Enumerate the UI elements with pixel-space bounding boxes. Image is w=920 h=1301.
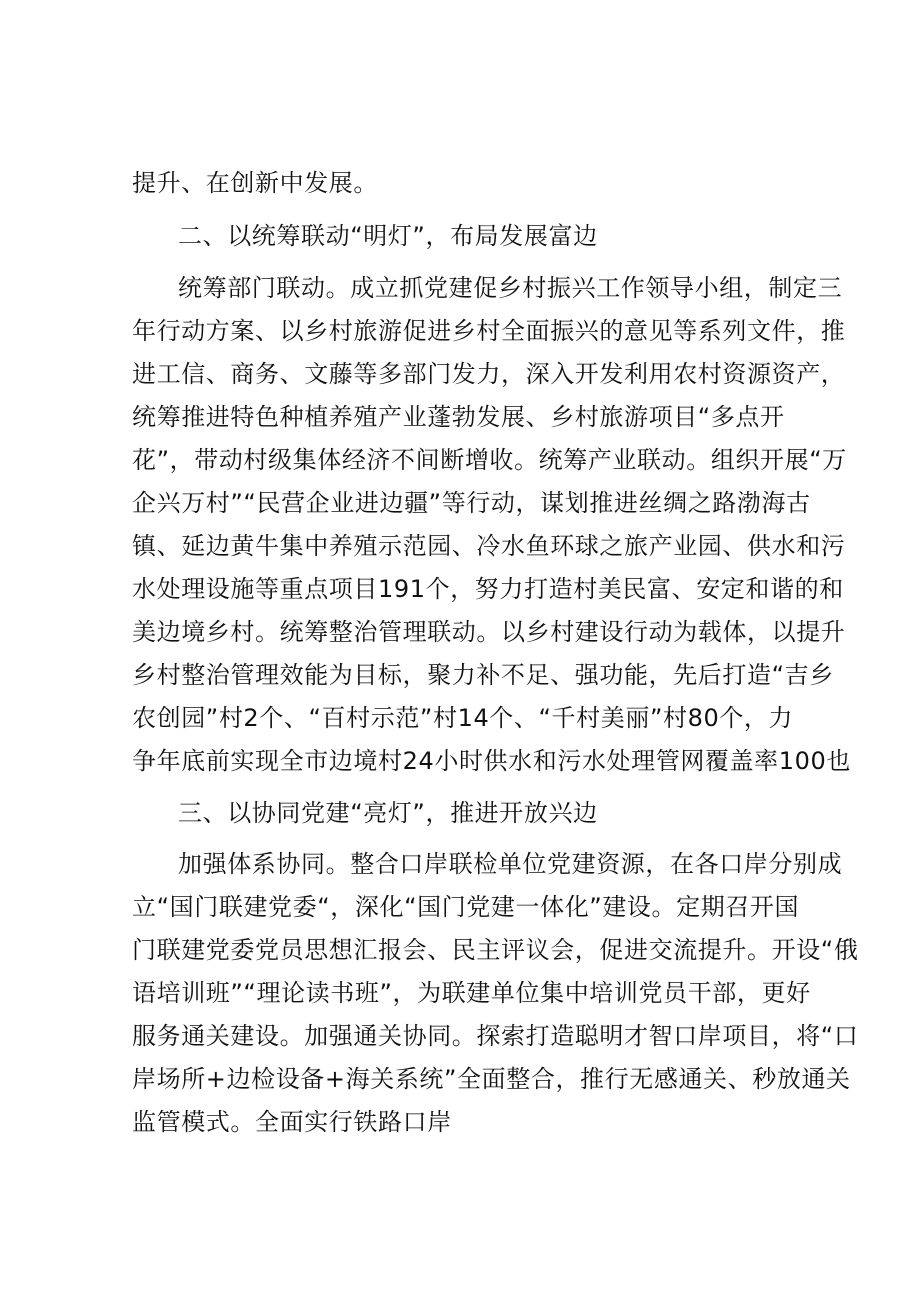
section-heading: 三、以协同党建“亮灯”，推进开放兴边 (178, 799, 598, 827)
paragraph-line: 统筹部门联动。成立抓党建促乡村振兴工作领导小组，制定三 (178, 274, 843, 302)
paragraph-line: 监管模式。全面实行铁路口岸 (132, 1108, 452, 1136)
paragraph-line: 语培训班”“理论读书班”，为联建单位集中培训党员干部，更好 (132, 979, 811, 1007)
paragraph-line: 乡村整治管理效能为目标，聚力补不足、强功能，先后打造“吉乡 (132, 661, 834, 689)
paragraph-line: 立“国门联建党委“，深化“国门党建一体化”建设。定期召开国 (132, 893, 800, 921)
paragraph-line: 美边境乡村。统筹整治管理联动。以乡村建设行动为载体，以提升 (132, 618, 846, 646)
paragraph-line: 提升、在创新中发展。 (132, 169, 378, 197)
section-heading: 二、以统筹联动“明灯”，布局发展富边 (178, 222, 598, 250)
paragraph-line: 镇、延边黄牛集中养殖示范园、冷水鱼环球之旅产业园、供水和污 (132, 532, 846, 560)
paragraph-line: 岸场所+边检设备+海关系统”全面整合，推行无感通关、秒放通关 (132, 1065, 851, 1093)
paragraph-line: 水处理设施等重点项目191个，努力打造村美民富、安定和谐的和 (132, 575, 844, 603)
paragraph-line: 年行动方案、以乡村旅游促进乡村全面振兴的意见等系列文件，推 (132, 317, 846, 345)
paragraph-line: 花”，带动村级集体经济不间断增收。统筹产业联动。组织开展“万 (132, 446, 847, 474)
paragraph-line: 服务通关建设。加强通关协同。探索打造聪明才智口岸项目，将“口 (132, 1022, 859, 1050)
paragraph-line: 争年底前实现全市边境村24小时供水和污水处理管网覆盖率100也 (132, 747, 851, 775)
paragraph-line: 加强体系协同。整合口岸联检单位党建资源，在各口岸分别成 (178, 850, 843, 878)
paragraph-line: 企兴万村”“民营企业进边疆”等行动，谋划推进丝绸之路渤海古 (132, 489, 811, 517)
paragraph-line: 农创园”村2个、“百村示范”村14个、“千村美丽”村80个，力 (132, 704, 794, 732)
paragraph-line: 进工信、商务、文藤等多部门发力，深入开发利用农村资源资产， (132, 360, 846, 388)
paragraph-line: 门联建党委党员思想汇报会、民主评议会，促进交流提升。开设“俄 (132, 936, 859, 964)
paragraph-line: 统筹推进特色种植养殖产业蓬勃发展、乡村旅游项目“多点开 (132, 403, 785, 431)
